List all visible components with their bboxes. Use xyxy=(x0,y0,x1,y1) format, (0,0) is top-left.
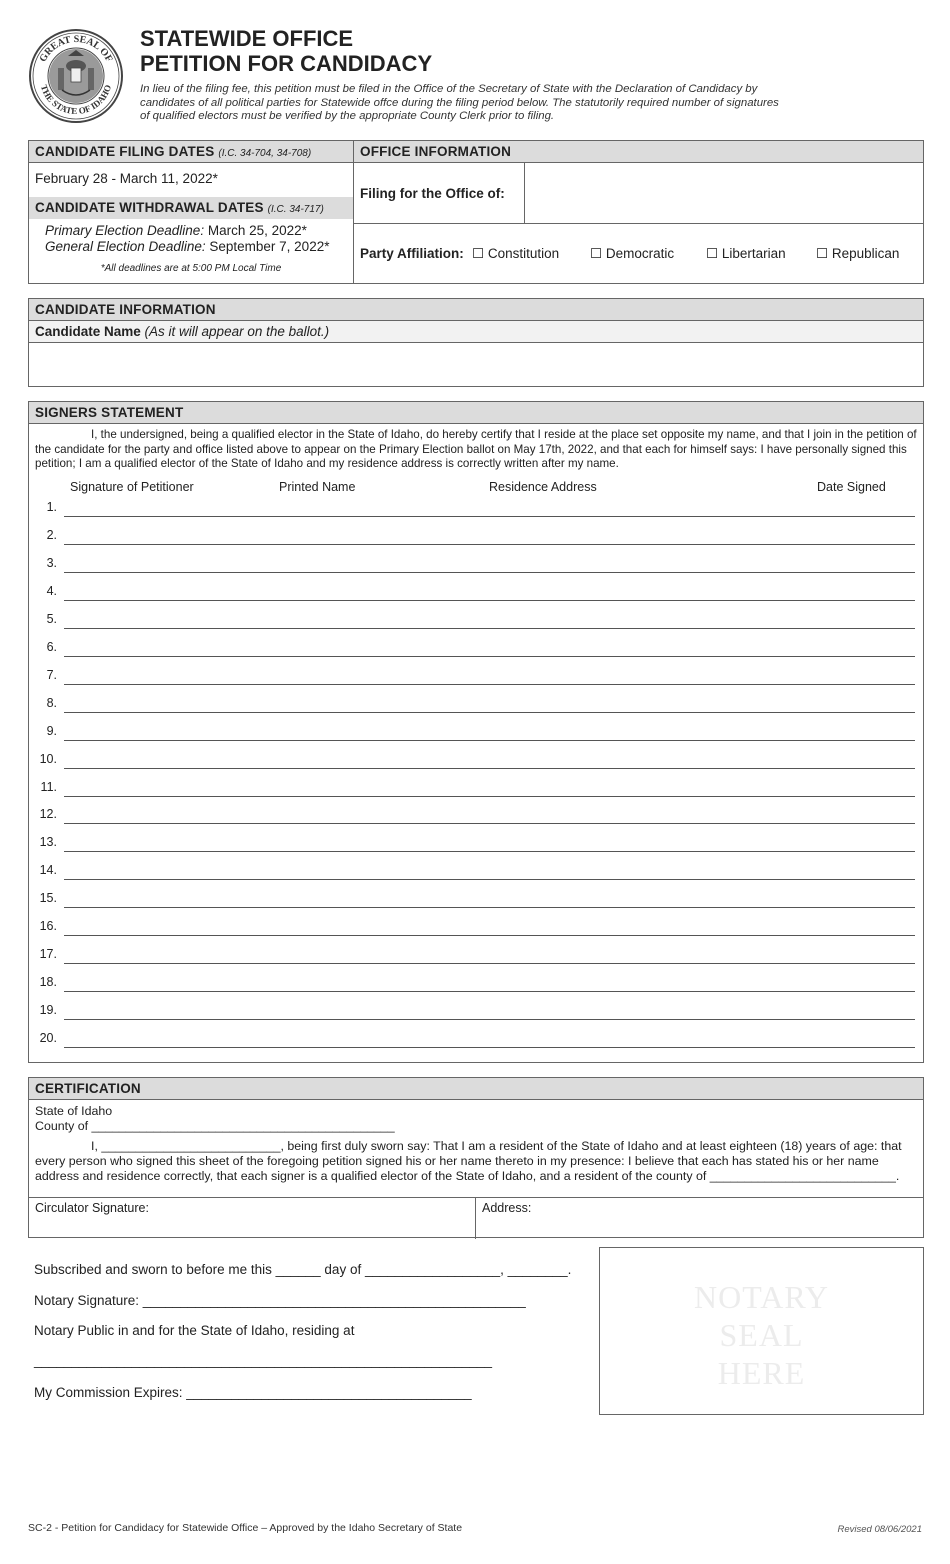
primary-deadline: Primary Election Deadline: March 25, 2022* xyxy=(45,223,307,238)
checkbox-icon[interactable]: ☐ xyxy=(472,246,485,261)
signature-line[interactable] xyxy=(64,1019,915,1020)
notary-seal-box xyxy=(599,1247,924,1415)
office-filing-input[interactable] xyxy=(525,163,921,224)
signature-line[interactable] xyxy=(64,907,915,908)
checkbox-icon[interactable]: ☐ xyxy=(590,246,603,261)
withdrawal-dates-ref: (I.C. 34-717) xyxy=(267,204,324,215)
row-number: 12. xyxy=(39,807,57,822)
table-row[interactable] xyxy=(29,584,923,612)
notary-seal-placeholder: NOTARY SEAL HERE xyxy=(694,1279,829,1391)
row-number: 18. xyxy=(39,975,57,990)
party-option-libertarian[interactable]: ☐ Libertarian xyxy=(706,246,786,261)
row-number: 17. xyxy=(39,947,57,962)
signature-line[interactable] xyxy=(64,740,915,741)
table-row[interactable] xyxy=(29,807,923,835)
footer-form-id: SC-2 - Petition for Candidacy for Statewide Office – Approved by the Idaho Secretary of State xyxy=(28,1522,463,1534)
signature-line[interactable] xyxy=(64,544,915,545)
seal-top-text: GREAT SEAL OF xyxy=(37,33,115,65)
table-row[interactable] xyxy=(29,612,923,640)
party-option-constitution[interactable]: ☐ Constitution xyxy=(472,246,560,261)
table-row[interactable] xyxy=(29,1003,923,1031)
signature-line[interactable] xyxy=(64,991,915,992)
row-number: 7. xyxy=(46,667,57,682)
table-row[interactable] xyxy=(29,500,923,528)
signers-heading: SIGNERS STATEMENT xyxy=(29,402,923,424)
row-number: 10. xyxy=(39,751,57,766)
column-residence-address: Residence Address xyxy=(489,480,597,494)
row-number: 9. xyxy=(46,723,57,738)
footer-revised: Revised 08/06/2021 xyxy=(837,1524,922,1535)
signature-line[interactable] xyxy=(64,768,915,769)
row-number: 8. xyxy=(46,695,57,710)
table-row[interactable] xyxy=(29,919,923,947)
withdrawal-dates-heading: CANDIDATE WITHDRAWAL DATES (I.C. 34-717) xyxy=(29,197,353,219)
table-row[interactable] xyxy=(29,947,923,975)
table-row[interactable] xyxy=(29,891,923,919)
row-number: 6. xyxy=(46,639,57,654)
signature-line[interactable] xyxy=(64,963,915,964)
signers-section xyxy=(28,401,924,1063)
row-number: 4. xyxy=(46,583,57,598)
candidate-name-label: Candidate Name xyxy=(35,324,141,339)
row-number: 3. xyxy=(46,555,57,570)
table-row[interactable] xyxy=(29,1031,923,1059)
row-number: 14. xyxy=(39,863,57,878)
office-filing-row xyxy=(354,163,923,224)
table-row[interactable] xyxy=(29,724,923,752)
certification-section xyxy=(28,1077,924,1238)
candidate-info-section xyxy=(28,298,924,387)
party-option-republican[interactable]: ☐ Republican xyxy=(816,246,900,261)
cert-state: State of Idaho xyxy=(35,1104,113,1118)
row-number: 11. xyxy=(40,779,57,794)
signature-line[interactable] xyxy=(64,684,915,685)
table-row[interactable] xyxy=(29,863,923,891)
notary-subscribed[interactable]: Subscribed and sworn to before me this ______ day of __________________, ________. xyxy=(34,1262,572,1277)
general-deadline: General Election Deadline: September 7, 2022* xyxy=(45,239,330,254)
signature-line[interactable] xyxy=(64,823,915,824)
filing-dates-heading: CANDIDATE FILING DATES (I.C. 34-704, 34-708) xyxy=(29,141,353,163)
title-line-2: PETITION FOR CANDIDACY xyxy=(140,51,433,76)
cert-oath: I, __________________________, being first duly sworn say: That I am a resident of the State of Idaho and at least eighteen (18) years of age: that every person who signed this sheet of the foregoing petition signed his or her name thereto in my presence: I believe that each has stated his or her name address and residence correctly, that each signer is a qualified elector of the State of Idaho, and a resident of the county of ___________________________. xyxy=(35,1139,902,1183)
candidate-name-label-row xyxy=(29,321,923,343)
office-info-column xyxy=(354,141,923,283)
column-printed-name: Printed Name xyxy=(279,480,356,494)
notary-signature[interactable]: Notary Signature: ___________________________________________________ xyxy=(34,1293,526,1308)
row-number: 15. xyxy=(39,891,57,906)
seal-bottom-text: THE STATE OF IDAHO xyxy=(38,83,114,117)
signers-statement: I, the undersigned, being a qualified elector in the State of Idaho, do hereby certify that I reside at the place set opposite my name, and that I join in the petition of the candidate for the party and office listed above to appear on the Primary Election ballot on May 17th, 2022, and that each for himself says: I have personally signed this petition; I am a qualified elector of the State of Idaho and my residence address is correctly written after my name. xyxy=(35,428,917,470)
table-row[interactable] xyxy=(29,975,923,1003)
candidate-name-hint: (As it will appear on the ballot.) xyxy=(144,324,330,339)
party-option-democratic[interactable]: ☐ Democratic xyxy=(590,246,675,261)
table-row[interactable] xyxy=(29,556,923,584)
checkbox-icon[interactable]: ☐ xyxy=(706,246,719,261)
candidate-info-heading: CANDIDATE INFORMATION xyxy=(29,299,923,321)
column-signature: Signature of Petitioner xyxy=(70,480,194,494)
filing-dates-ref: (I.C. 34-704, 34-708) xyxy=(218,148,312,159)
table-row[interactable] xyxy=(29,780,923,808)
notary-residing-line[interactable]: _____________________________________________________________ xyxy=(34,1353,492,1368)
signature-line[interactable] xyxy=(64,712,915,713)
circulator-address-field[interactable]: Address: xyxy=(482,1201,532,1215)
certification-heading: CERTIFICATION xyxy=(29,1078,923,1100)
signature-line[interactable] xyxy=(64,572,915,573)
office-info-heading: OFFICE INFORMATION xyxy=(354,141,923,163)
cert-signature-row xyxy=(29,1197,923,1238)
title-line-1: STATEWIDE OFFICE xyxy=(140,26,354,51)
notary-commission[interactable]: My Commission Expires: ______________________________________ xyxy=(34,1385,472,1400)
intro-text: In lieu of the filing fee, this petition must be filed in the Office of the Secretary of State with the Declaration of Candidacy by candidates of all political parties for Statewide offce during the filing period below. The statutorily required number of signatures of qualified electors must be verified by the appropriate County Clerk prior to filing. xyxy=(140,83,779,123)
candidate-name-input[interactable] xyxy=(29,343,923,385)
signature-line[interactable] xyxy=(64,851,915,852)
table-row[interactable] xyxy=(29,640,923,668)
state-seal-icon xyxy=(28,28,124,124)
notary-public: Notary Public in and for the State of Idaho, residing at xyxy=(34,1323,355,1338)
table-row[interactable] xyxy=(29,752,923,780)
row-number: 2. xyxy=(46,527,57,542)
signature-line[interactable] xyxy=(64,600,915,601)
row-number: 20. xyxy=(39,1031,57,1046)
signature-line[interactable] xyxy=(64,879,915,880)
page-title xyxy=(140,26,432,76)
table-row[interactable] xyxy=(29,528,923,556)
signature-line[interactable] xyxy=(64,656,915,657)
row-number: 19. xyxy=(39,1003,57,1018)
cert-county[interactable]: County of ____________________________________________ xyxy=(35,1119,395,1133)
party-affiliation-row xyxy=(354,225,923,283)
table-row[interactable] xyxy=(29,835,923,863)
table-row[interactable] xyxy=(29,696,923,724)
row-number: 13. xyxy=(39,835,57,850)
row-number: 16. xyxy=(39,919,57,934)
signature-line[interactable] xyxy=(64,516,915,517)
signature-line[interactable] xyxy=(64,628,915,629)
row-number: 1. xyxy=(46,500,57,514)
filing-office-table xyxy=(28,140,924,284)
withdrawal-deadlines xyxy=(29,219,353,277)
circulator-signature-field[interactable]: Circulator Signature: xyxy=(35,1201,149,1215)
table-row[interactable] xyxy=(29,668,923,696)
signature-line[interactable] xyxy=(64,796,915,797)
signature-line[interactable] xyxy=(64,1047,915,1048)
deadline-note: *All deadlines are at 5:00 PM Local Time xyxy=(100,263,282,274)
filing-dates-column xyxy=(29,141,354,283)
filing-dates-value: February 28 - March 11, 2022* xyxy=(35,171,218,186)
signature-line[interactable] xyxy=(64,935,915,936)
checkbox-icon[interactable]: ☐ xyxy=(816,246,829,261)
office-filing-label: Filing for the Office of: xyxy=(360,186,505,201)
column-date-signed: Date Signed xyxy=(817,480,886,494)
row-number: 5. xyxy=(46,611,57,626)
party-affiliation-label: Party Affiliation: xyxy=(360,246,464,261)
